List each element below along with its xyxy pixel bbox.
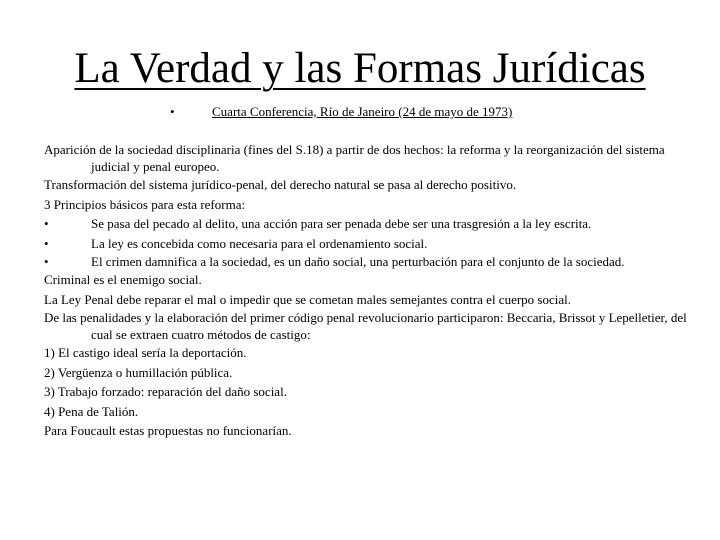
subtitle-bullet: • — [170, 104, 175, 119]
slide-body — [44, 141, 704, 441]
paragraph-disciplinary-society: Aparición de la sociedad disciplinaria (fines del S.18) a partir de dos hechos: la reforma y la reorganización del sistema judicial y penal europeo. — [44, 142, 665, 174]
slide-subtitle — [170, 103, 512, 121]
method-item: 4) Pena de Talión. — [44, 403, 139, 419]
bullet-mark: • — [44, 235, 49, 251]
subtitle-text: Cuarta Conferencia, Río de Janeiro (24 de mayo de 1973) — [212, 104, 513, 119]
principle-text: La ley es concebida como necesaria para el ordenamiento social. — [91, 235, 428, 251]
slide-title: La Verdad y las Formas Jurídicas — [74, 45, 646, 92]
principle-item — [44, 214, 704, 234]
bullet-mark: • — [44, 216, 49, 231]
principle-item — [44, 253, 704, 270]
paragraph-foucault-conclusion: Para Foucault estas propuestas no funcionarían. — [44, 423, 292, 438]
method-item: 3) Trabajo forzado: reparación del daño social. — [44, 384, 287, 399]
principle-text: El crimen damnifica a la sociedad, es un daño social, una perturbación para el conjunto de la sociedad. — [91, 254, 625, 269]
bullet-mark: • — [44, 254, 49, 269]
principle-item — [44, 234, 704, 254]
paragraph-penal-law: La Ley Penal debe reparar el mal o impedir que se cometan males semejantes contra el cuerpo social. — [44, 291, 571, 307]
method-item: 2) Vergüenza o humillación pública. — [44, 364, 233, 380]
paragraph-social-enemy: Criminal es el enemigo social. — [44, 272, 202, 287]
paragraph-principles-intro: 3 Principios básicos para esta reforma: — [44, 196, 246, 212]
method-item: 1) El castigo ideal sería la deportación. — [44, 345, 247, 360]
paragraph-penal-code: De las penalidades y la elaboración del primer código penal revolucionario participaron: Beccaria, Brissot y Lepelletier, del cual se extraen cuatro métodos de castigo: — [44, 310, 687, 342]
principle-text: Se pasa del pecado al delito, una acción para ser penada debe ser una trasgresión a la ley escrita. — [91, 216, 592, 231]
paragraph-legal-transformation: Transformación del sistema jurídico-penal, del derecho natural se pasa al derecho positivo. — [44, 177, 517, 192]
